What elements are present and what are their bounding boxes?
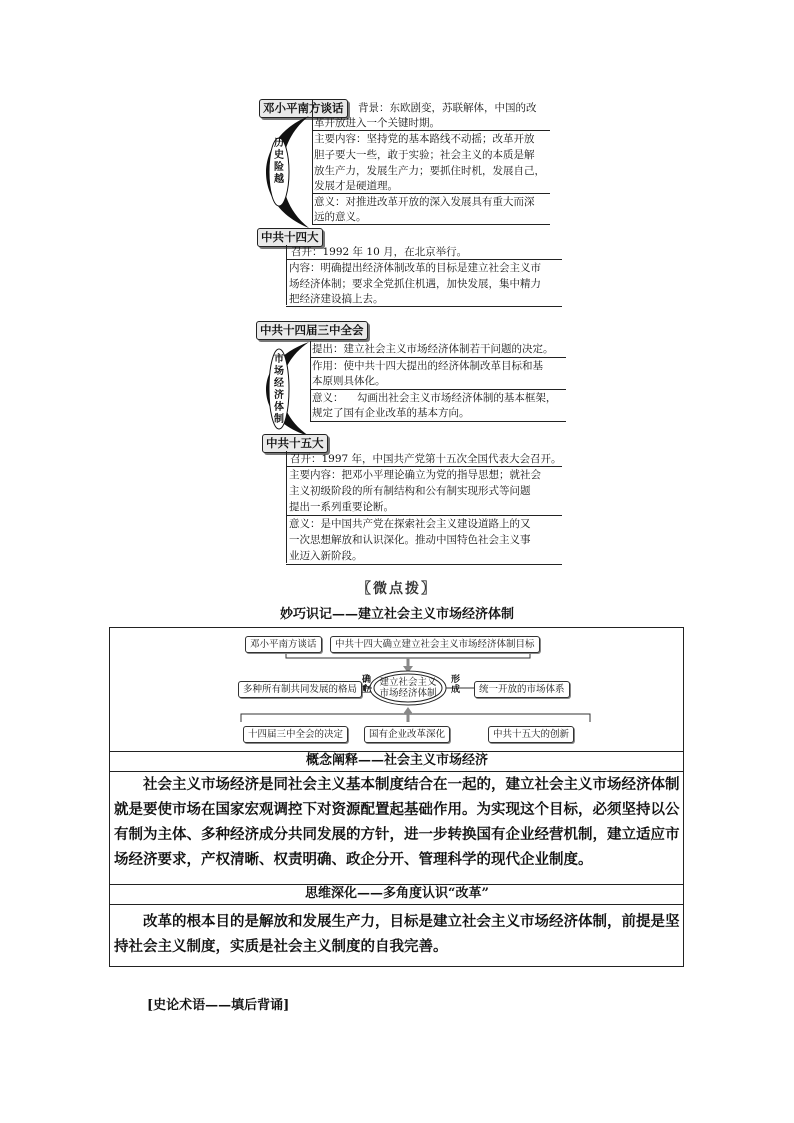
deng-line: 背景：东欧剧变，苏联解体，中国的改 [358, 102, 537, 114]
c15-line: 一次思想解放和认识深化。推动中国特色社会主义事 [289, 534, 531, 546]
center-establish-market [370, 677, 446, 699]
vertical-label-history: 历 史 险 越 [274, 138, 284, 185]
c14-3-line: 本原则具体化。 [312, 375, 386, 387]
vertical-label-market: 市 场 经 济 体 制 [274, 354, 284, 425]
center-line-2: 市场经济体制 [379, 688, 437, 699]
c14-3-line: 意义： 勾画出社会主义市场经济体制的基本框架， [312, 392, 557, 404]
box-15th-innovation: 中共十五大的创新 [488, 726, 574, 743]
box-14th-goal: 中共十四大确立建立社会主义市场经济体制目标 [330, 636, 540, 653]
c15-line: 召开：1997 年，中国共产党第十五次全国代表大会召开。 [290, 453, 562, 465]
c15-line: 主义初级阶段的所有制结构和公有制实现形式等问题 [289, 485, 531, 497]
deng-line: 意义：对推进改革开放的深入发展具有重大而深 [314, 196, 535, 208]
c15-line: 业迈入新阶段。 [289, 550, 363, 562]
node-14th-third-plenum: 中共十四届三中全会 [256, 321, 368, 340]
node-14th-congress: 中共十四大 [257, 228, 323, 247]
deng-line: 主要内容：坚持党的基本路线不动摇；改革开放 [314, 133, 535, 145]
box-deng-speech: 邓小平南方谈话 [245, 636, 322, 653]
box-unified-market: 统一开放的市场体系 [474, 681, 570, 698]
c14-3-line: 提出：建立社会主义市场经济体制若干问题的决定。 [312, 343, 554, 355]
concept-title: 概念阐释——社会主义市场经济 [305, 753, 488, 768]
deng-line: 放生产力，发展生产力；要抓住时机，发展自己， [314, 165, 545, 177]
box-soe-reform: 国有企业改革深化 [364, 726, 450, 743]
box-ownership-pattern: 多种所有制共同发展的格局 [238, 681, 362, 698]
concept-text: 社会主义市场经济是同社会主义基本制度结合在一起的，建立社会主义市场经济体制就是要使市场在国家宏观调控下对资源配置起基础作用。为实现这个目标，必须坚持以公有制为主体、多种经济成分共同发展的方针，进一步转换国有企业经营机制，建立适应市场经济要求，产权清晰、权责明确、政企分开、管理科学的现代企业制度。 [114, 776, 680, 868]
c14-3-line: 作用：使中共十四大提出的经济体制改革目标和基 [312, 360, 543, 372]
node-15th-congress: 中共十五大 [262, 434, 328, 453]
c14-line: 把经济建设搞上去。 [289, 293, 384, 305]
deng-line: 胆子要大一些，敢于实验；社会主义的本质是解 [314, 149, 535, 161]
footer-heading: [史论术语——填后背诵] [147, 998, 290, 1013]
deng-line: 革开放进入一个关键时期。 [314, 117, 440, 129]
deng-line: 发展才是硬道理。 [314, 180, 398, 192]
c15-line: 意义：是中国共产党在探索社会主义建设道路上的又 [289, 518, 531, 530]
node-deng-speech: 邓小平南方谈话 [259, 99, 348, 118]
deng-line: 远的意义。 [314, 211, 367, 223]
label-establish: 确立 [362, 675, 372, 695]
center-line-1: 建立社会主义 [379, 677, 437, 688]
c15-line: 提出一系列重要论断。 [289, 501, 394, 513]
label-form: 形成 [451, 675, 461, 695]
thinking-title: 思维深化——多角度认识“改革” [305, 886, 489, 901]
tip-label: 〖微点拨〗 [357, 581, 437, 597]
c14-3-line: 规定了国有企业改革的基本方向。 [312, 407, 470, 419]
box-third-plenum: 十四届三中全会的决定 [243, 726, 348, 743]
c14-line: 内容：明确提出经济体制改革的目标是建立社会主义市 [289, 262, 541, 274]
c15-line: 主要内容：把邓小平理论确立为党的指导思想；就社会 [289, 469, 541, 481]
c14-line: 场经济体制；要求全党抓住机遇，加快发展，集中精力 [289, 278, 541, 290]
thinking-text: 改革的根本目的是解放和发展生产力，目标是建立社会主义市场经济体制，前提是坚持社会主义制度，实质是社会主义制度的自我完善。 [114, 913, 680, 955]
memory-title: 妙巧识记——建立社会主义市场经济体制 [279, 607, 514, 622]
c14-line: 召开：1992 年 10 月，在北京举行。 [291, 246, 468, 258]
